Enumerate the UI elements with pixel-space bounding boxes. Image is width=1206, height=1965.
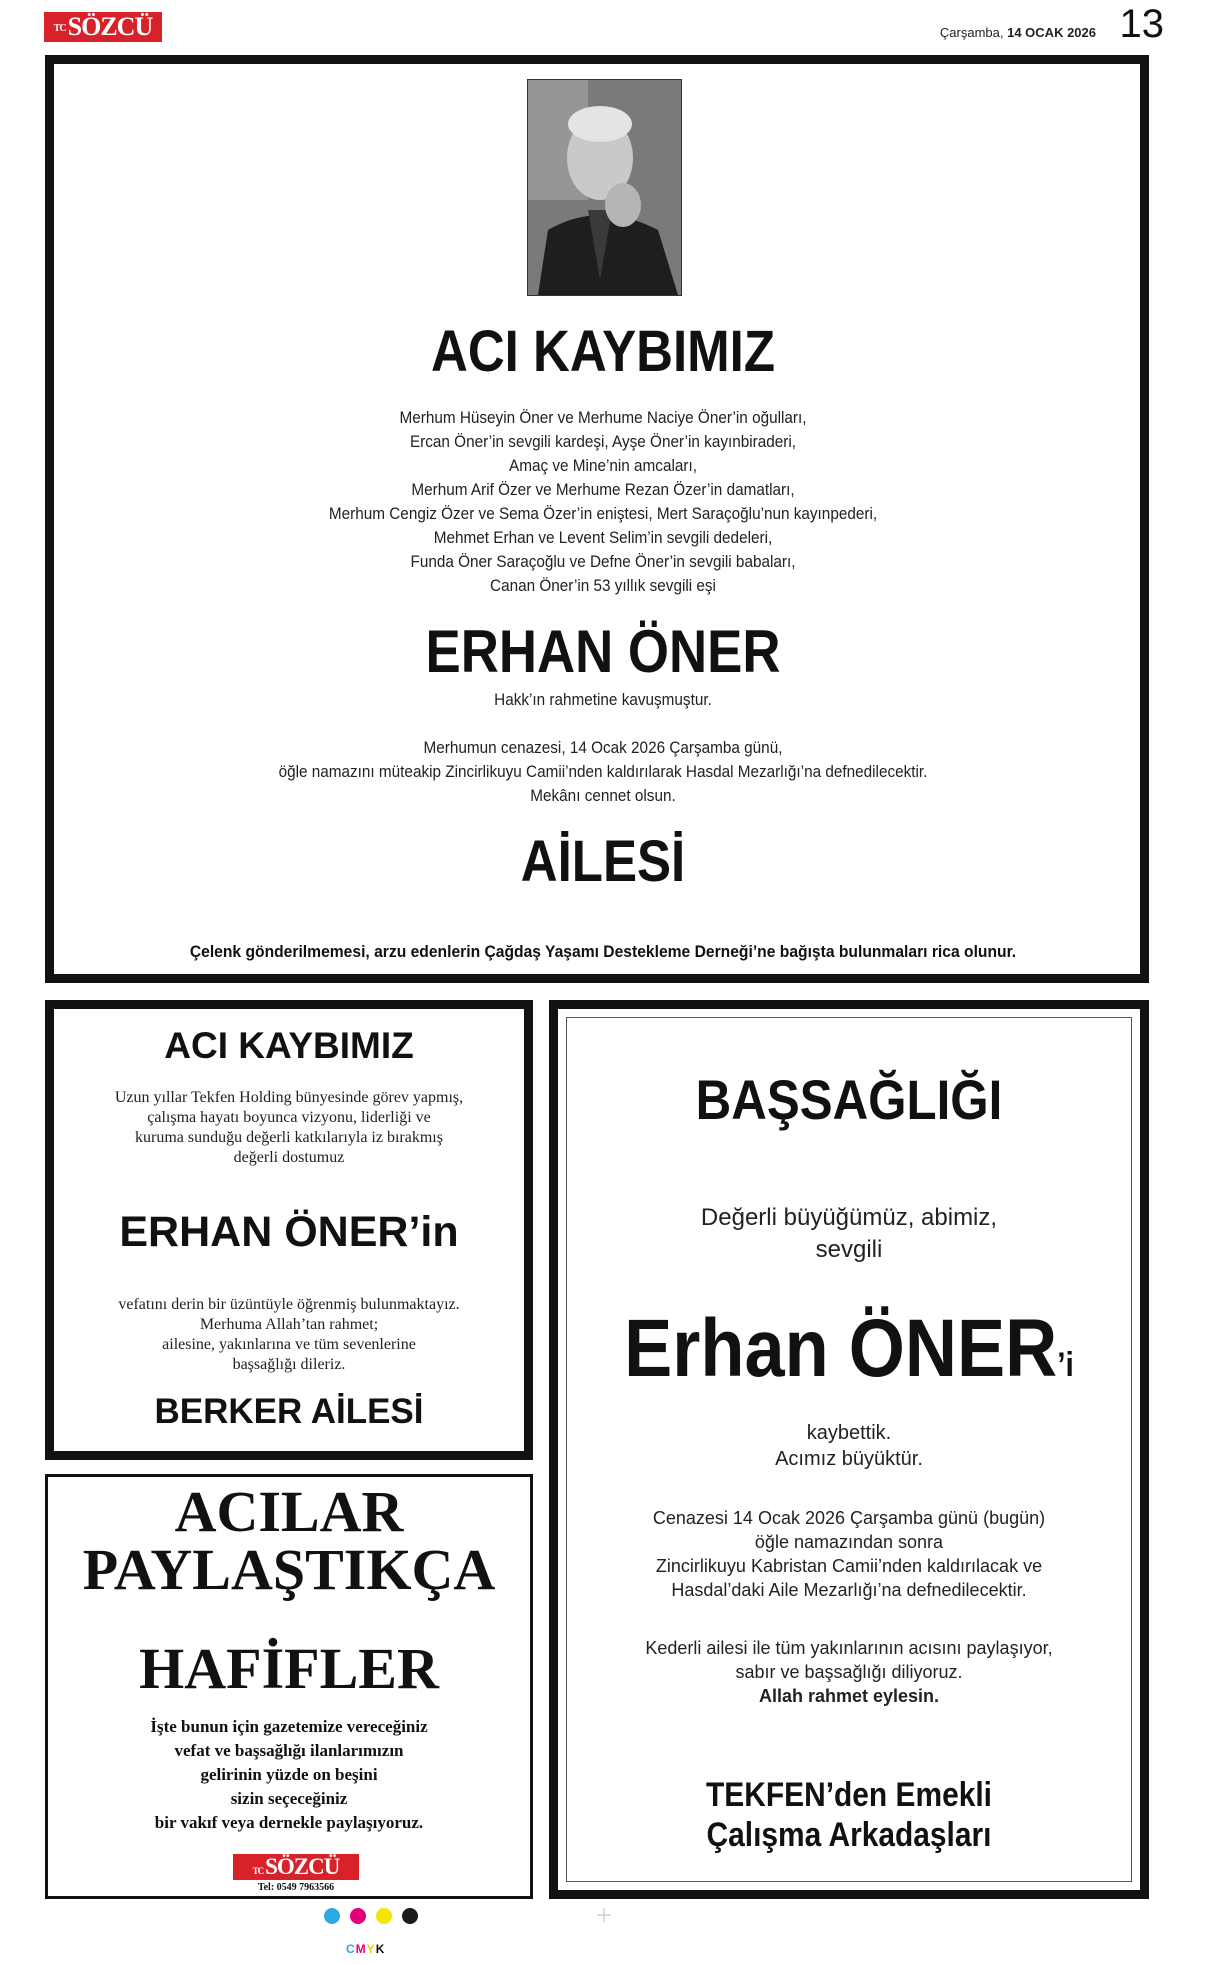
tekfen-intro-line: sevgili [815,1236,883,1263]
tekfen-share-line: Kederli ailesi ile tüm yakınlarının acısını paylaşıyor, [645,1638,1053,1658]
sozcu-logo[interactable] [44,12,162,42]
main-relatives [60,406,1145,598]
berker-intro-line: kuruma sunduğu değerli katkılarıyla iz bırakmış [135,1129,443,1146]
tekfen-signature-line: Çalışma Arkadaşları [706,1816,992,1854]
logo-tc: TC [53,23,66,35]
wreath-note: Çelenk gönderilmemesi, arzu edenlerin Çağdaş Yaşamı Destekleme Derneği’ne bağışta bulunmaları rica olunur. [189,942,1017,961]
tekfen-intro-line: Değerli büyüğümüz, abimiz, [700,1204,998,1231]
portrait-photo [527,79,682,296]
cmyk-dot-cyan [324,1908,340,1924]
cmyk-label [346,1942,385,1956]
tekfen-signature [585,1775,1113,1855]
berker-title: ACI KAYBIMIZ [164,1025,414,1066]
tekfen-deceased-name [585,1302,1113,1396]
funeral-line: öğle namazını müteakip Zincirlikuyu Camii’nden kaldırılarak Hasdal Mezarlığı’na defnedilecektir. [278,762,928,781]
tekfen-lost-line: kaybettik. [806,1422,892,1444]
family-signature: AİLESİ [520,829,686,894]
promo-text-line: İşte bunun için gazetemize vereceğiniz [150,1717,428,1736]
logo-text: SÖZCÜ [67,12,153,41]
promo-logo-text: SÖZCÜ [265,1854,340,1879]
berker-intro-line: Uzun yıllar Tekfen Holding bünyesinde görev yapmış, [114,1089,464,1106]
promo-text-line: sizin seçeceğiniz [230,1789,348,1808]
cmyk-dot-black [402,1908,418,1924]
tekfen-signature-line: TEKFEN’den Emekli [706,1776,992,1814]
promo-text [45,1715,533,1835]
cmyk-m: M [355,1942,367,1956]
relative-line: Merhum Cengiz Özer ve Sema Özer’in eniştesi, Mert Saraçoğlu’nun kayınpederi, [328,504,878,523]
funeral-line: Merhumun cenazesi, 14 Ocak 2026 Çarşamba günü, [423,738,783,757]
relative-line: Merhum Hüseyin Öner ve Merhume Naciye Öner’in oğulları, [399,408,807,427]
promo-text-line: bir vakıf veya dernekle paylaşıyoruz. [154,1813,424,1832]
relative-line: Funda Öner Saraçoğlu ve Defne Öner’in sevgili babaları, [410,552,796,571]
funeral-info [60,736,1145,808]
tekfen-share-line: sabır ve başsağlığı diliyoruz. [735,1662,963,1682]
tekfen-intro [549,1202,1149,1266]
tekfen-bless: Allah rahmet eylesin. [758,1686,940,1706]
tekfen-name-text: Erhan ÖNER [624,1303,1058,1394]
dateline [940,25,1096,40]
tekfen-funeral-line: Zincirlikuyu Kabristan Camii’nden kaldırılacak ve [655,1556,1043,1576]
berker-signature: BERKER AİLESİ [154,1392,424,1431]
tekfen-lost [549,1420,1149,1472]
promo-line-2: PAYLAŞTIKÇA [82,1537,496,1602]
promo-text-line: gelirinin yüzde on beşini [200,1765,378,1784]
berker-condolence-line: Merhuma Allah’tan rahmet; [199,1316,379,1333]
passed-text: Hakk’ın rahmetine kavuşmuştur. [494,690,712,709]
berker-intro [45,1088,533,1168]
promo-line-3: HAFİFLER [139,1636,439,1701]
promo-logo-tc: TC [252,1866,264,1876]
page-number: 13 [1119,2,1164,46]
cmyk-dot-magenta [350,1908,366,1924]
tekfen-funeral-line: Cenazesi 14 Ocak 2026 Çarşamba günü (bugün) [652,1508,1046,1528]
cmyk-c: C [346,1942,356,1956]
relative-line: Mehmet Erhan ve Levent Selim’in sevgili dedeleri, [433,528,773,547]
tekfen-name-suffix: ’i [1057,1346,1074,1384]
promo-line-1: ACILAR [174,1479,404,1544]
tekfen-title: BAŞSAĞLIĞI [695,1068,1003,1131]
promo-sozcu-logo [233,1854,359,1880]
tekfen-funeral-line: Hasdal’daki Aile Mezarlığı’na defnedilecektir. [671,1580,1027,1600]
berker-condolence-line: ailesine, yakınlarına ve tüm sevenlerine [162,1336,416,1353]
dateline-date: 14 OCAK 2026 [1007,25,1096,40]
portrait-illustration [528,80,681,295]
tekfen-lost-line: Acımız büyüktür. [775,1448,923,1470]
berker-condolence-line: vefatını derin bir üzüntüyle öğrenmiş bulunmaktayız. [118,1296,460,1313]
dateline-day: Çarşamba, [939,25,1004,40]
cmyk-k: K [375,1942,386,1956]
cmyk-dot-yellow [376,1908,392,1924]
promo-text-line: vefat ve başsağlığı ilanlarımızın [174,1741,404,1760]
relative-line: Merhum Arif Özer ve Merhume Rezan Özer’in damatları, [411,480,795,499]
deceased-name: ERHAN ÖNER [425,618,781,685]
tekfen-funeral-line: öğle namazından sonra [754,1532,944,1552]
berker-intro-line: değerli dostumuz [233,1149,345,1166]
tekfen-share [549,1636,1149,1708]
cmyk-y: Y [366,1942,376,1956]
berker-deceased-name: ERHAN ÖNER’in [119,1208,459,1256]
main-title: ACI KAYBIMIZ [430,319,776,384]
berker-condolence [45,1295,533,1375]
tekfen-funeral [549,1506,1149,1602]
relative-line: Amaç ve Mine’nin amcaları, [509,456,697,475]
promo-phone: Tel: 0549 7963566 [257,1882,335,1893]
relative-line: Canan Öner’in 53 yıllık sevgili eşi [490,576,716,595]
berker-condolence-line: başsağlığı dileriz. [232,1356,346,1373]
relative-line: Ercan Öner’in sevgili kardeşi, Ayşe Öner’in kayınbiraderi, [409,432,797,451]
berker-intro-line: çalışma hayatı boyunca vizyonu, liderliği ve [147,1109,431,1126]
funeral-line: Mekânı cennet olsun. [530,786,676,805]
registration-mark-icon [597,1908,611,1922]
